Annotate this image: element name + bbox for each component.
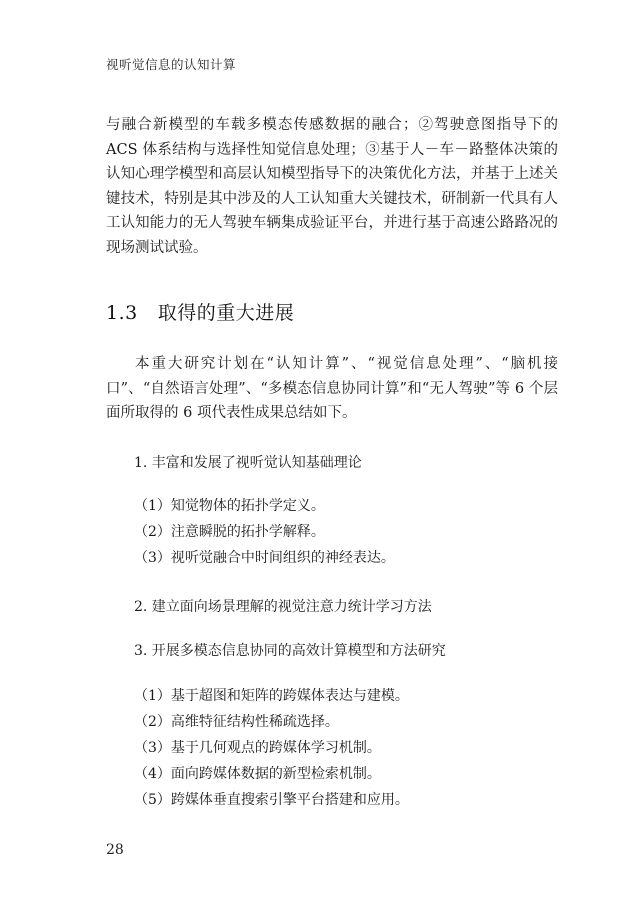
list-heading-2: 2. 建立面向场景理解的视觉注意力统计学习方法 bbox=[134, 599, 432, 615]
list-item: （1）知觉物体的拓扑学定义。 bbox=[134, 498, 325, 514]
section-number: 1.3 bbox=[106, 302, 138, 324]
section-heading bbox=[106, 298, 294, 325]
body-paragraph-continued: 与融合新模型的车载多模态传感数据的融合；②驾驶意图指导下的 ACS 体系结构与选择性知觉信息处理；③基于人－车－路整体决策的认知心理学模型和高层认知模型指导下的决策优化方法，并基于上述关键技术，特别是其中涉及的人工认知重大关键技术，研制新一代具有人工认知能力的无人驾驶车辆集成验证平台，并进行基于高速公路路况的现场测试试验。 bbox=[106, 117, 558, 256]
list-item: （2）注意瞬脱的拓扑学解释。 bbox=[134, 524, 325, 540]
list-heading-3: 3. 开展多模态信息协同的高效计算模型和方法研究 bbox=[134, 643, 446, 659]
running-head: 视听觉信息的认知计算 bbox=[106, 57, 237, 72]
list-item: （3）基于几何观点的跨媒体学习机制。 bbox=[134, 740, 381, 756]
page-number: 28 bbox=[106, 842, 124, 858]
list-heading-1: 1. 丰富和发展了视听觉认知基础理论 bbox=[134, 455, 362, 471]
list-item: （5）跨媒体垂直搜索引擎平台搭建和应用。 bbox=[134, 792, 409, 808]
body-paragraph-intro: 本重大研究计划在“认知计算”、“视觉信息处理”、“脑机接口”、“自然语言处理”、“多模态信息协同计算”和“无人驾驶”等 6 个层面所取得的 6 项代表性成果总结如下。 bbox=[106, 356, 558, 421]
list-item: （2）高维特征结构性稀疏选择。 bbox=[134, 714, 339, 730]
list-item: （1）基于超图和矩阵的跨媒体表达与建模。 bbox=[134, 688, 409, 704]
list-item: （3）视听觉融合中时间组织的神经表达。 bbox=[134, 550, 395, 566]
list-item: （4）面向跨媒体数据的新型检索机制。 bbox=[134, 766, 381, 782]
section-title: 取得的重大进展 bbox=[157, 302, 295, 324]
